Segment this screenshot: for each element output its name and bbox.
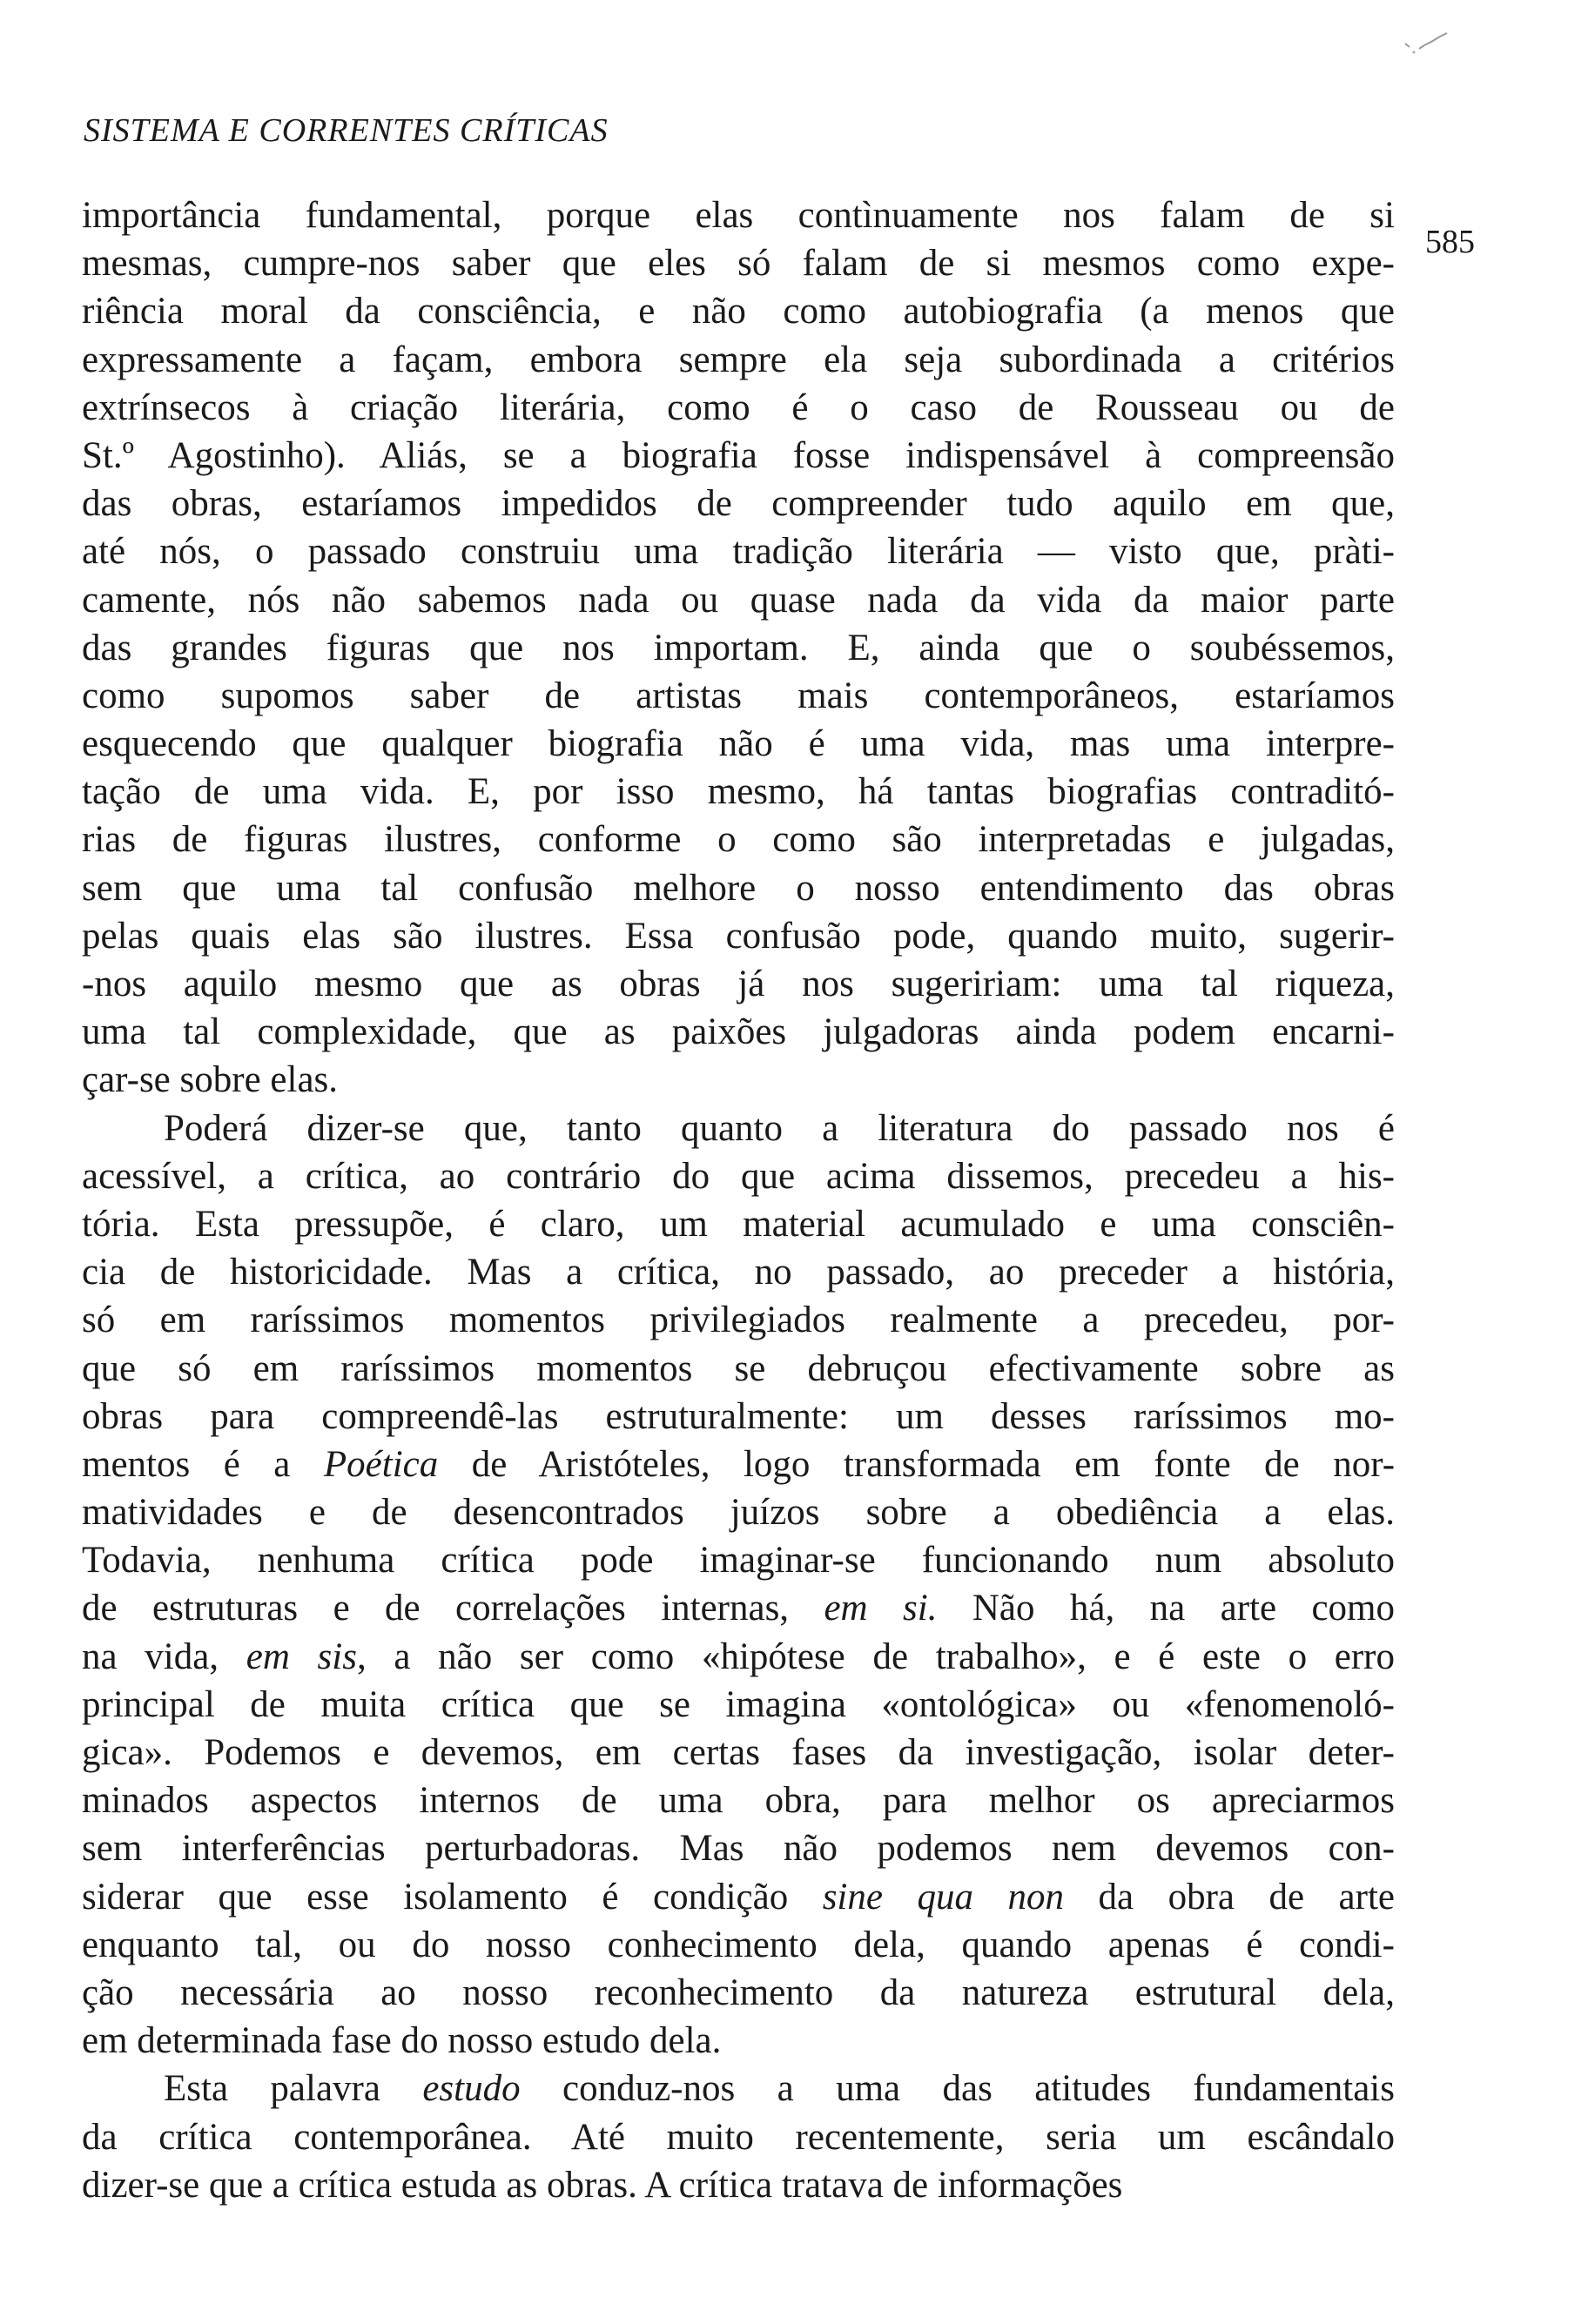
page-number: 585	[1425, 224, 1475, 260]
text-line: extrínsecos à criação literária, como é o caso de Rousseau ou de	[82, 386, 1395, 428]
italic-term: em si.	[824, 1588, 938, 1629]
text-line: de estruturas e de correlações internas, em si. Não há, na arte como	[82, 1588, 1396, 1629]
body-text	[82, 191, 1395, 2209]
text-line: até nós, o passado construiu uma tradição literária — visto que, pràti-	[82, 531, 1395, 573]
text-line: ção necessária ao nosso reconhecimento da natureza estrutural dela,	[82, 1971, 1395, 2013]
italic-term: estudo	[422, 2068, 521, 2110]
text-line: sem que uma tal confusão melhore o nosso entendimento das obras	[82, 867, 1395, 909]
text-line: Todavia, nenhuma crítica pode imaginar-se funcionando num absoluto	[82, 1540, 1395, 1582]
text-line: em determinada fase do nosso estudo dela.	[82, 2020, 722, 2062]
text-line: tação de uma vida. E, por isso mesmo, há tantas biografias contraditó-	[82, 771, 1395, 813]
text-line: que só em raríssimos momentos se debruçou efectivamente sobre as	[82, 1347, 1395, 1389]
text-line: expressamente a façam, embora sempre ela seja subordinada a critérios	[82, 339, 1395, 380]
text-line: esquecendo que qualquer biografia não é uma vida, mas uma interpre-	[82, 723, 1395, 765]
text-line: das grandes figuras que nos importam. E, ainda que o soubéssemos,	[82, 627, 1395, 668]
text-line: -nos aquilo mesmo que as obras já nos sugeririam: uma tal riqueza,	[82, 964, 1395, 1004]
paragraph	[82, 1105, 1395, 2065]
text-line: matividades e de desencontrados juízos sobre a obediência a elas.	[82, 1492, 1395, 1534]
running-title: SISTEMA E CORRENTES CRÍTICAS	[84, 112, 609, 149]
text-line: mesmas, cumpre-nos saber que eles só falam de si mesmos como expe-	[82, 243, 1395, 285]
paragraph	[82, 191, 1395, 1105]
italic-term: sine qua non	[822, 1876, 1064, 1918]
text-line: Poderá dizer-se que, tanto quanto a literatura do passado nos é	[164, 1107, 1395, 1149]
text-line: tória. Esta pressupõe, é claro, um material acumulado e uma consciên-	[82, 1203, 1395, 1245]
text-line: acessível, a crítica, ao contrário do que acima dissemos, precedeu a his-	[82, 1155, 1395, 1197]
text-line: obras para compreendê-las estruturalmente: um desses raríssimos mo-	[82, 1395, 1395, 1437]
text-line: çar-se sobre elas.	[82, 1059, 339, 1101]
text-line: principal de muita crítica que se imagina «ontológica» ou «fenomenoló-	[82, 1683, 1395, 1725]
text-line: rias de figuras ilustres, conforme o como são interpretadas e julgadas,	[82, 819, 1395, 861]
text-line: dizer-se que a crítica estuda as obras. A crítica tratava de informações	[82, 2164, 1123, 2206]
text-line: enquanto tal, ou do nosso conhecimento dela, quando apenas é condi-	[82, 1924, 1395, 1965]
text-line: Esta palavra estudo conduz-nos a uma das atitudes fundamentais	[164, 2068, 1395, 2110]
text-line: minados aspectos internos de uma obra, para melhor os apreciarmos	[82, 1780, 1395, 1822]
text-line: siderar que esse isolamento é condição sine qua non da obra de arte	[82, 1876, 1395, 1918]
italic-term: Poética	[323, 1443, 439, 1485]
text-line: mentos é a Poética de Aristóteles, logo transformada em fonte de nor-	[82, 1443, 1396, 1485]
text-line: na vida, em sis, a não ser como «hipótese de trabalho», e é este o erro	[82, 1636, 1395, 1677]
text-line: só em raríssimos momentos privilegiados realmente a precedeu, por-	[82, 1300, 1395, 1341]
paragraph	[82, 2065, 1395, 2209]
text-line: das obras, estaríamos impedidos de compreender tudo aquilo em que,	[82, 483, 1395, 525]
text-line: riência moral da consciência, e não como autobiografia (a menos que	[82, 291, 1395, 332]
scan-speck-marks	[1402, 26, 1480, 61]
text-line: sem interferências perturbadoras. Mas não podemos nem devemos con-	[82, 1828, 1395, 1870]
text-line: cia de historicidade. Mas a crítica, no passado, ao preceder a história,	[82, 1252, 1395, 1293]
italic-term: em sis	[246, 1636, 357, 1677]
text-line: importância fundamental, porque elas contìnuamente nos falam de si	[82, 195, 1395, 236]
text-line: como supomos saber de artistas mais contemporâneos, estaríamos	[82, 675, 1395, 716]
text-line: uma tal complexidade, que as paixões julgadoras ainda podem encarni-	[82, 1011, 1395, 1053]
text-line: St.º Agostinho). Aliás, se a biografia fosse indispensável à compreensão	[82, 434, 1395, 476]
text-line: camente, nós não sabemos nada ou quase nada da vida da maior parte	[82, 579, 1395, 621]
text-line: gica». Podemos e devemos, em certas fases da investigação, isolar deter-	[82, 1732, 1395, 1773]
text-line: da crítica contemporânea. Até muito recentemente, seria um escândalo	[82, 2116, 1395, 2158]
text-line: pelas quais elas são ilustres. Essa confusão pode, quando muito, sugerir-	[82, 915, 1395, 957]
